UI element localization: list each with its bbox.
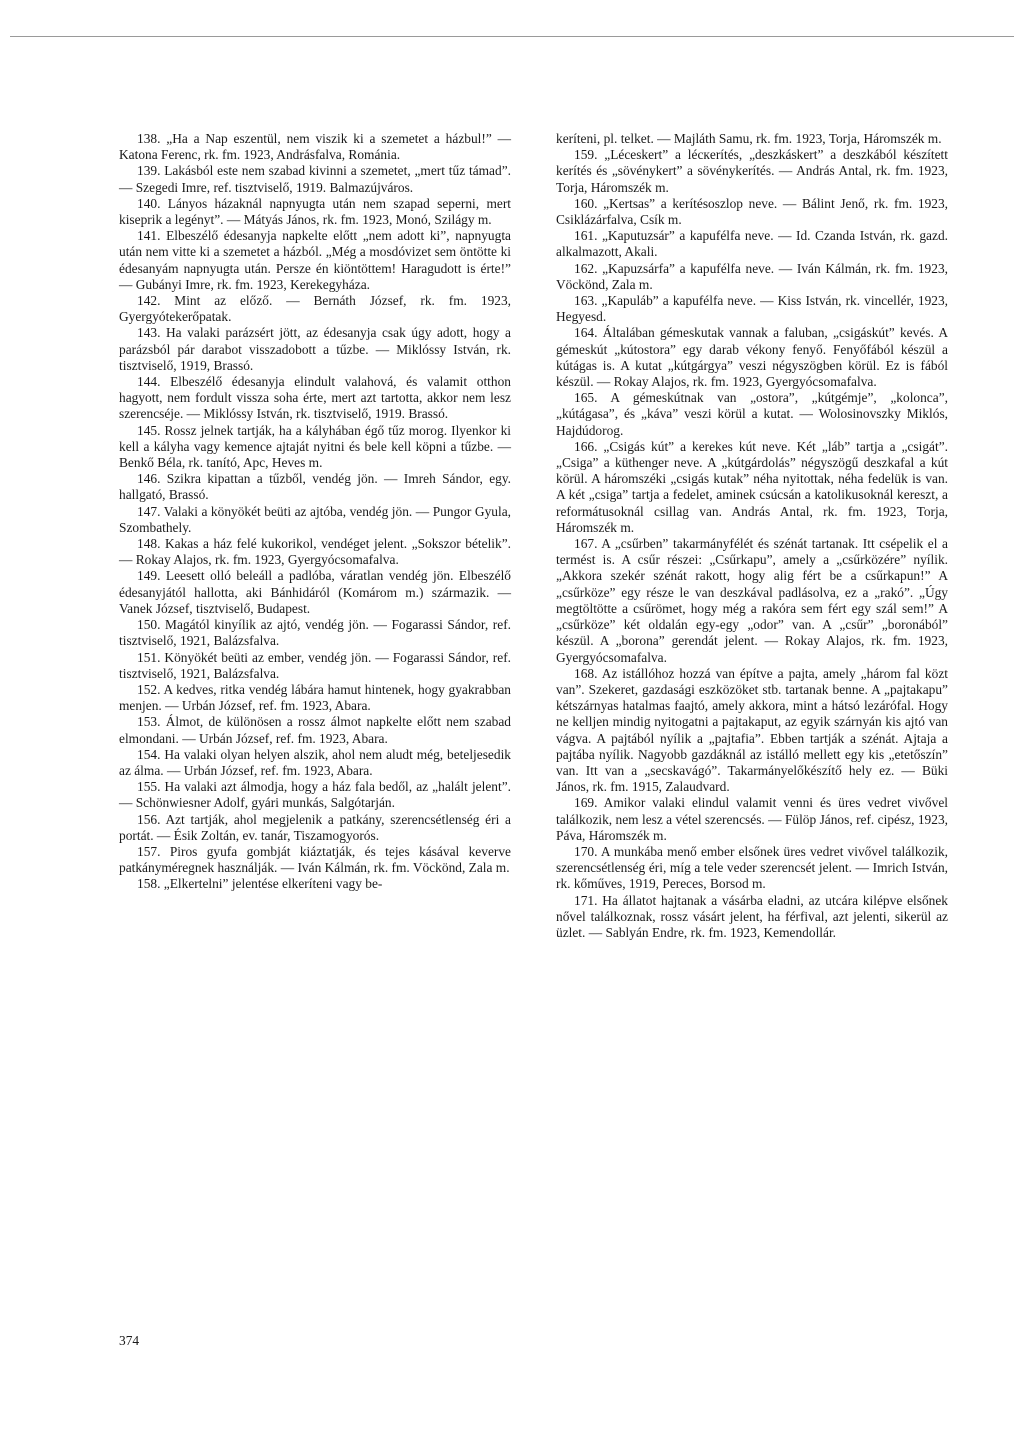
entry-paragraph: 170. A munkába menő ember elsőnek üres vedret vivővel találkozik, szerencsétlenség éri, míg a tele veder szerencsét jelent. — Imrich István, rk. kőműves, 1919, Pereces, Borsod m.: [556, 843, 948, 892]
entry-paragraph: 166. „Csigás kút” a kerekes kút neve. Két „láb” tartja a „csigát”. „Csiga” a küthenger neve. A „kútgárdolás” négyszögű deszkafal a kút körül. A háromszéki „csigás kutak” néha nyitottak, néha fedelük is van. A két „csiga” tartja a fedelet, aminek csúcsán a katolikusoknál kereszt, a reformátusoknál csillag van. András Antal, rk. fm. 1923, Torja, Háromszék m.: [556, 438, 948, 535]
entry-paragraph: 143. Ha valaki parázsért jött, az édesanyja csak úgy adott, hogy a parázsból pár darabot visszadobott a tűzbe. — Miklóssy István, rk. tisztviselő, 1919, Brassó.: [119, 325, 511, 373]
entry-paragraph: 156. Azt tartják, ahol megjelenik a patkány, szerencsétlenség éri a portát. — Ésik Zoltán, ev. tanár, Tiszamogyorós.: [119, 811, 511, 843]
entry-paragraph: 153. Álmot, de különösen a rossz álmot napkelte előtt nem szabad elmondani. — Urbán József, ref. fm. 1923, Abara.: [119, 714, 511, 746]
entry-paragraph: 140. Lányos házaknál napnyugta után nem szapad seperni, mert kiseprik a legényt”. — Mátyás János, rk. fm. 1923, Monó, Szilágy m.: [119, 195, 511, 228]
entry-paragraph: 154. Ha valaki olyan helyen alszik, ahol nem aludt még, beteljesedik az álma. — Urbán József, ref. fm. 1923, Abara.: [119, 746, 511, 778]
continued-paragraph: keríteni, pl. telket. — Majláth Samu, rk. fm. 1923, Torja, Háromszék m.: [556, 131, 942, 146]
entry-paragraph: 162. „Kapuzsárfa” a kapufélfa neve. — Iván Kálmán, rk. fm. 1923, Vöckönd, Zala m.: [556, 260, 948, 292]
entry-paragraph: 171. Ha állatot hajtanak a vásárba eladni, az utcára kilépve elsőnek nővel találkoznak, rossz vásárt jelent, ha férfival, azt jelenti, sikerül az üzlet. — Sablyán Endre, rk. fm. 1923, Kemendollár.: [556, 892, 948, 940]
entry-paragraph: 145. Rossz jelnek tartják, ha a kályhában égő tűz morog. Ilyenkor ki kell a kályha vagy kemence ajtaját nyitni és bele kell köpni a tűzbe. — Benkő Béla, rk. tanító, Apc, Heves m.: [119, 422, 511, 471]
entry-paragraph: 163. „Kapuláb” a kapufélfa neve. — Kiss István, rk. vincellér, 1923, Hegyesd.: [556, 293, 948, 325]
entry-paragraph: 168. Az istállóhoz hozzá van építve a pajta, amely „három fal közt van”. Szekeret, gazdasági eszközöket stb. tartanak benne. A „pajtakapu” kétszárnyas hatalmas faajtó, amely akkora, mint a hátsó lezárófal. Hogy ne kelljen mindig nyitogatni a pajtakaput, az egyik szárnyán kis ajtó van vágva. A pajtából nyílik a „pajtafia”. Ebben tartják a szénát. Ajtaja a pajtába nyílik. Nagyobb gazdáknál az istálló mellett egy kis „etetőszín” van. Itt van a „secskavágó”. Takarmányelőkészítő hely ez. — Büki János, rk. fm. 1915, Zalaudvard.: [556, 665, 948, 795]
entry-paragraph: 144. Elbeszélő édesanyja elindult valahová, és valamit otthon hagyott, nem fordult vissza soha érte, mert azt tartotta, akkor nem lesz szerencséje. — Miklóssy István, rk. tisztviselő, 1919. Brassó.: [119, 374, 511, 422]
entry-paragraph: 164. Általában gémeskutak vannak a faluban, „csigáskút” kevés. A gémeskút „kútostora” egy darab vékony fenyő. Fenyőfából készül a kútágas is. A kutat „kútgárgya” veszi négyszögben körül. Ez is fából készül. — Rokay Alajos, rk. fm. 1923, Gyergyócsomafalva.: [556, 325, 948, 390]
left-column: [119, 131, 511, 893]
entry-paragraph: 141. Elbeszélő édesanyja napkelte előtt „nem adott ki”, napnyugta után nem vitte ki a szemetet a házból. „Még a mosdóvizet sem öntötte ki édesanyám napnyugta után. Persze én kiöntöttem! Haragudott is érte!” — Gubányi Imre, rk. fm. 1923, Kerekegyháza.: [119, 228, 511, 292]
entry-paragraph: 147. Valaki a könyökét beüti az ajtóba, vendég jön. — Pungor Gyula, Szombathely.: [119, 503, 511, 535]
page-number: 374: [119, 1333, 140, 1348]
entry-paragraph: 142. Mint az előző. — Bernáth József, rk. fm. 1923, Gyergyótekerőpatak.: [119, 293, 511, 325]
entry-paragraph: 169. Amikor valaki elindul valamit venni és üres vedret vivővel találkozik, nem lesz a vétel szerencsés. — Fülöp János, ref. cipész, 1923, Páva, Háromszék m.: [556, 795, 948, 843]
entry-paragraph: 150. Magától kinyílik az ajtó, vendég jön. — Fogarassi Sándor, ref. tisztviselő, 1921, Balázsfalva.: [119, 617, 511, 649]
entry-paragraph: 152. A kedves, ritka vendég lábára hamut hintenek, hogy gyakrabban menjen. — Urbán József, ref. fm. 1923, Abara.: [119, 681, 511, 714]
entry-paragraph: 151. Könyökét beüti az ember, vendég jön. — Fogarassi Sándor, ref. tisztviselő, 1921, Balázsfalva.: [119, 649, 511, 681]
entry-paragraph: 158. „Elkertelni” jelentése elkeríteni vagy be-: [137, 876, 383, 892]
entry-paragraph: 149. Leesett olló beleáll a padlóba, váratlan vendég jön. Elbeszélő édesanyjától hallotta, aki Bánhidáról (Komárom m.) származik. — Vanek József, tisztviselő, Budapest.: [119, 568, 511, 616]
entry-paragraph: 167. A „csűrben” takarmányfélét és szénát tartanak. Itt csépelik el a termést is. A csűr részei: „Csűrkapu”, amely a „csűrközére” nyílik. „Akkora szekér szénát rakott, hogy alig fért be a csűrkapun!” A „csűrköze” egy része le van deszkával padlásolva, ez a „rakó”. „Úgy megtöltötte a csűrömet, hogy még a rakóra sem fért egy szál sem!” A „csűrköze” két oldalán egy-egy „odor” van. A „csűr” „boronából” készül. A „borona” gerendát jelent. — Rokay Alajos, rk. fm. 1923, Gyergyócsomafalva.: [556, 536, 948, 665]
entry-paragraph: 146. Szikra kipattan a tűzből, vendég jön. — Imreh Sándor, egy. hallgató, Brassó.: [119, 471, 511, 503]
right-column: [556, 131, 948, 941]
entry-paragraph: 160. „Kertsas” a kerítésoszlop neve. — Bálint Jenő, rk. fm. 1923, Csiklázárfalva, Csík m.: [556, 195, 948, 228]
top-rule: [10, 36, 1014, 37]
entry-paragraph: 161. „Kaputuzsár” a kapufélfa neve. — Id. Czanda István, rk. gazd. alkalmazott, Akali.: [556, 228, 948, 260]
entry-paragraph: 157. Piros gyufa gombját kiáztatják, és tejes kásával keverve patkányméregnek használják. — Iván Kálmán, rk. fm. Vöckönd, Zala m.: [119, 843, 511, 876]
entry-paragraph: 139. Lakásból este nem szabad kivinni a szemetet, „mert tűz támad”. — Szegedi Imre, ref. tisztviselő, 1919. Balmazújváros.: [119, 163, 511, 195]
entry-paragraph: 138. „Ha a Nap eszentül, nem viszik ki a szemetet a házbul!” — Katona Ferenc, rk. fm. 1923, Andrásfalva, Románia.: [119, 131, 511, 163]
entry-paragraph: 165. A gémeskútnak van „ostora”, „kútgémje”, „kolonca”, „kútágasa”, és „káva” veszi körül a kutat. — Wolosinovszky Miklós, Hajdúdorog.: [556, 390, 948, 438]
entry-paragraph: 148. Kakas a ház felé kukorikol, vendéget jelent. „Sokszor bételik”. — Rokay Alajos, rk. fm. 1923, Gyergyócsomafalva.: [119, 536, 511, 568]
entry-paragraph: 155. Ha valaki azt álmodja, hogy a ház fala bedől, az „halált jelent”. — Schönwiesner Adolf, gyári munkás, Salgótarján.: [119, 779, 511, 811]
entry-paragraph: 159. „Léceskert” a lécкerítés, „deszkáskert” a deszkából készített kerítés és „sövénykert” a sövénykerítés. — András Antal, rk. fm. 1923, Torja, Háromszék m.: [556, 147, 948, 195]
